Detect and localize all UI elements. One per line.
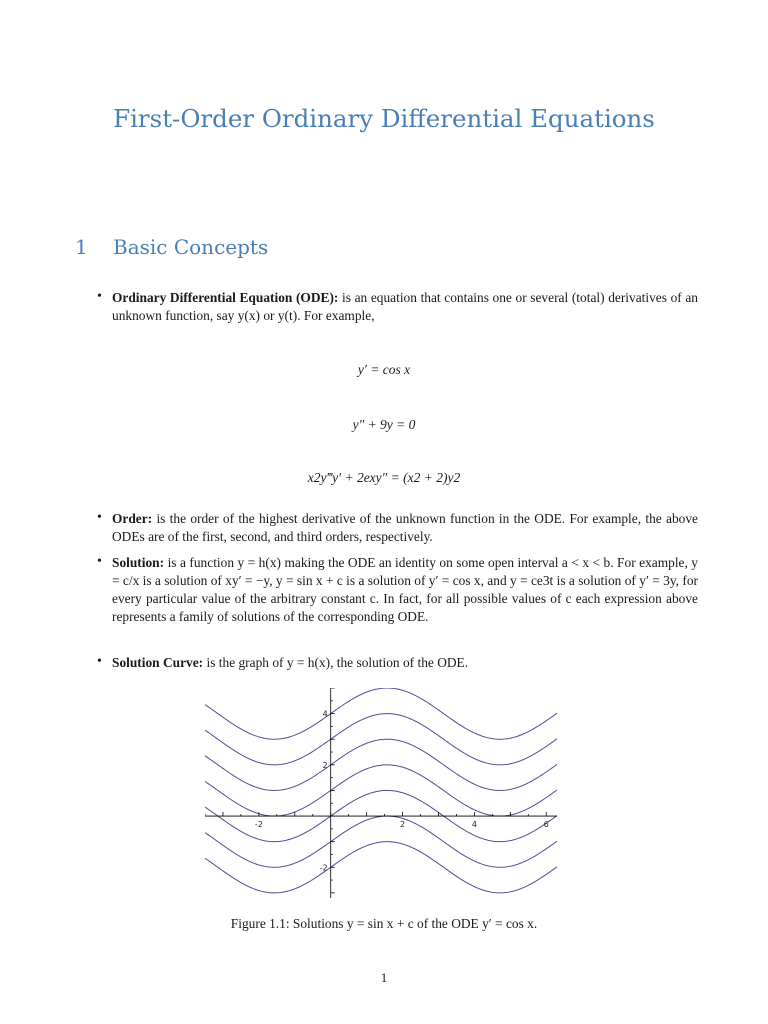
axes-group (205, 688, 557, 898)
figure-caption: Figure 1.1: Solutions y = sin x + c of the ODE y′ = cos x. (230, 916, 538, 931)
equation-2: y″ + 9y = 0 (352, 417, 416, 432)
bullet-dot: • (97, 554, 102, 569)
x-tick-label: -2 (254, 820, 263, 830)
bullet-order (112, 510, 698, 546)
bullet-dot: • (97, 289, 102, 304)
bullet-order-line-1: is the order of the highest derivative of the unknown function in the ODE. For (156, 511, 589, 526)
bullet-ode-line-2: (total) derivatives of an unknown function, say y(x) or y(t). For example, (112, 290, 698, 323)
solution-curves-plot (205, 688, 557, 898)
term-solution: Solution: (112, 555, 165, 570)
x-tick-label: 4 (471, 820, 477, 830)
bullet-solution-line-2: a < x < b. For example, y = c/x is a solution of xy′ = −y, y = sin x + c is a solution of (112, 555, 698, 588)
bullet-dot: • (97, 654, 102, 669)
term-solution-curve: Solution Curve: (112, 655, 204, 670)
bullet-solution-line-4: constant c. In fact, for all possible values of c each expression above represents a family (112, 591, 698, 624)
document-title: First-Order Ordinary Differential Equations (113, 104, 655, 133)
y-tick-label: 2 (322, 760, 328, 770)
bullet-solution-curve (112, 654, 698, 672)
curves-group (205, 688, 557, 893)
term-order: Order: (112, 511, 153, 526)
y-tick-label: 4 (322, 709, 328, 719)
bullet-ode (112, 289, 698, 325)
section-number: 1 (75, 235, 88, 259)
bullet-curve-line-1: is the graph of y = h(x), the solution of the ODE. (206, 655, 469, 670)
bullet-order-line-2: example, the above ODEs are of the first, second, and third orders, respectively. (112, 511, 698, 544)
section-heading (75, 235, 268, 259)
bullet-ode-line-1: is an equation that contains one or several (342, 290, 569, 305)
bullet-solution-line-5: of solutions of the corresponding ODE. (217, 609, 429, 624)
bullet-solution (112, 554, 698, 626)
bullet-solution-line-3: y′ = cos x, and y = ce3t is a solution of y′ = 3y, for every particular value of the arbitrary (112, 573, 698, 606)
page-number: 1 (380, 970, 388, 985)
x-tick-label: 2 (400, 820, 406, 830)
section-title: Basic Concepts (113, 235, 269, 259)
bullet-solution-line-1: is a function y = h(x) making the ODE an identity on some open interval (167, 555, 559, 570)
x-tick-label: 6 (543, 820, 549, 830)
term-ode: Ordinary Differential Equation (ODE): (112, 290, 339, 305)
y-tick-label: -2 (319, 863, 328, 873)
equation-1: y′ = cos x (357, 362, 411, 377)
equation-3: x2y‴y′ + 2exy″ = (x2 + 2)y2 (307, 470, 461, 485)
bullet-dot: • (97, 510, 102, 525)
